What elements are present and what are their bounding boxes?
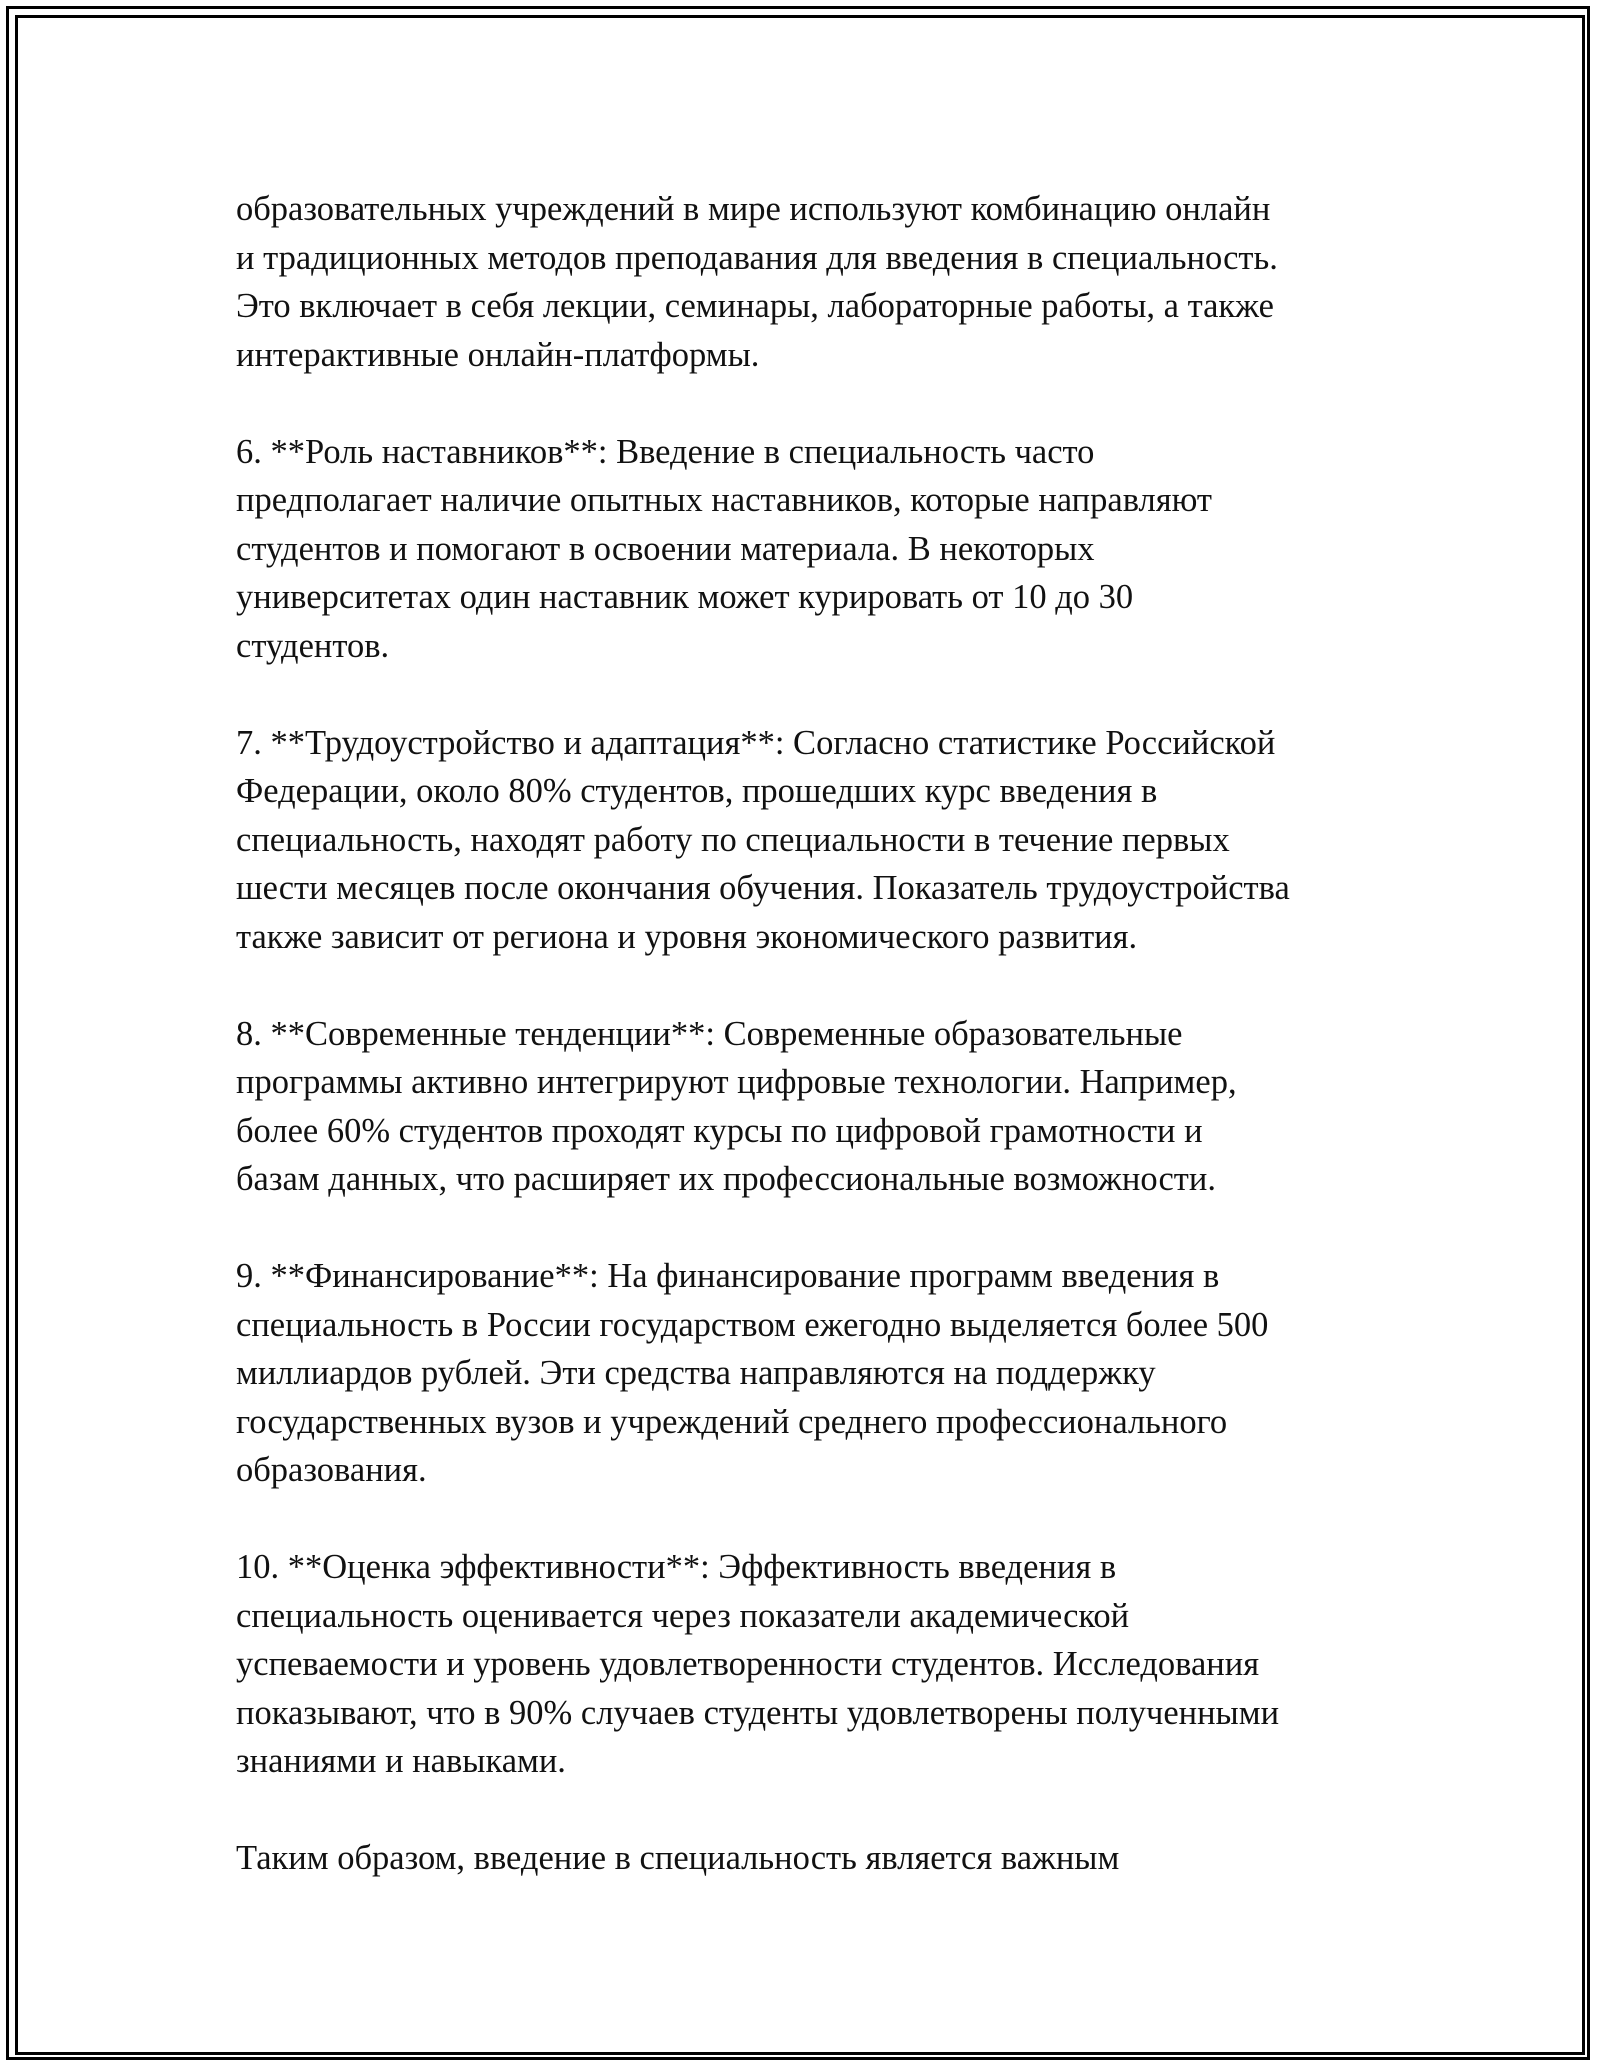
text-line: 6. **Роль наставников**: Введение в специальность часто	[236, 432, 1095, 471]
paragraph-item-9	[236, 1252, 1386, 1495]
text-line: Федерации, около 80% студентов, прошедших курс введения в	[236, 772, 1158, 810]
text-line: также зависит от региона и уровня экономического развития.	[236, 917, 1138, 956]
text-line: специальность, находят работу по специальности в течение первых	[236, 820, 1230, 859]
text-line: студентов.	[236, 626, 390, 665]
text-line: специальность в России государством ежегодно выделяется более 500	[236, 1305, 1269, 1344]
paragraph-gap	[236, 961, 1386, 1010]
text-line: миллиардов рублей. Эти средства направляются на поддержку	[236, 1354, 1156, 1392]
paragraph-gap	[236, 1786, 1386, 1835]
paragraph-item-7	[236, 719, 1386, 962]
text-line: программы активно интегрируют цифровые технологии. Например,	[236, 1063, 1237, 1101]
paragraph-gap	[236, 1495, 1386, 1544]
text-line: 8. **Современные тенденции**: Современные образовательные	[236, 1014, 1183, 1053]
text-line: Таким образом, введение в специальность является важным	[236, 1839, 1120, 1877]
paragraph-gap	[236, 379, 1386, 428]
text-line: интерактивные онлайн-платформы.	[236, 335, 760, 374]
paragraph-conclusion	[236, 1834, 1386, 1883]
paragraph-item-10	[236, 1543, 1386, 1786]
text-line: 9. **Финансирование**: На финансирование программ введения в	[236, 1257, 1220, 1295]
paragraph-intro-continuation	[236, 185, 1386, 379]
paragraph-item-6	[236, 428, 1386, 671]
text-line: шести месяцев после окончания обучения. Показатель трудоустройства	[236, 869, 1290, 907]
text-line: образования.	[236, 1451, 427, 1489]
text-line: показывают, что в 90% случаев студенты удовлетворены полученными	[236, 1693, 1280, 1732]
paragraph-item-8	[236, 1010, 1386, 1204]
paragraph-gap	[236, 670, 1386, 719]
text-line: студентов и помогают в освоении материала. В некоторых	[236, 529, 1095, 568]
text-line: государственных вузов и учреждений среднего профессионального	[236, 1402, 1228, 1441]
text-line: и традиционных методов преподавания для введения в специальность.	[236, 238, 1278, 277]
document-body	[236, 185, 1386, 1883]
text-line: успеваемости и уровень удовлетворенности студентов. Исследования	[236, 1645, 1260, 1683]
text-line: образовательных учреждений в мире используют комбинацию онлайн	[236, 190, 1271, 228]
text-line: Это включает в себя лекции, семинары, лабораторные работы, а также	[236, 287, 1274, 325]
text-line: предполагает наличие опытных наставников, которые направляют	[236, 481, 1213, 519]
text-line: базам данных, что расширяет их профессиональные возможности.	[236, 1160, 1216, 1198]
text-line: 10. **Оценка эффективности**: Эффективность введения в	[236, 1548, 1117, 1586]
text-line: знаниями и навыками.	[236, 1742, 566, 1780]
text-line: специальность оценивается через показатели академической	[236, 1596, 1130, 1635]
paragraph-gap	[236, 1204, 1386, 1253]
text-line: университетах один наставник может курировать от 10 до 30	[236, 578, 1134, 616]
text-line: 7. **Трудоустройство и адаптация**: Согласно статистике Российской	[236, 723, 1276, 762]
text-line: более 60% студентов проходят курсы по цифровой грамотности и	[236, 1111, 1203, 1150]
